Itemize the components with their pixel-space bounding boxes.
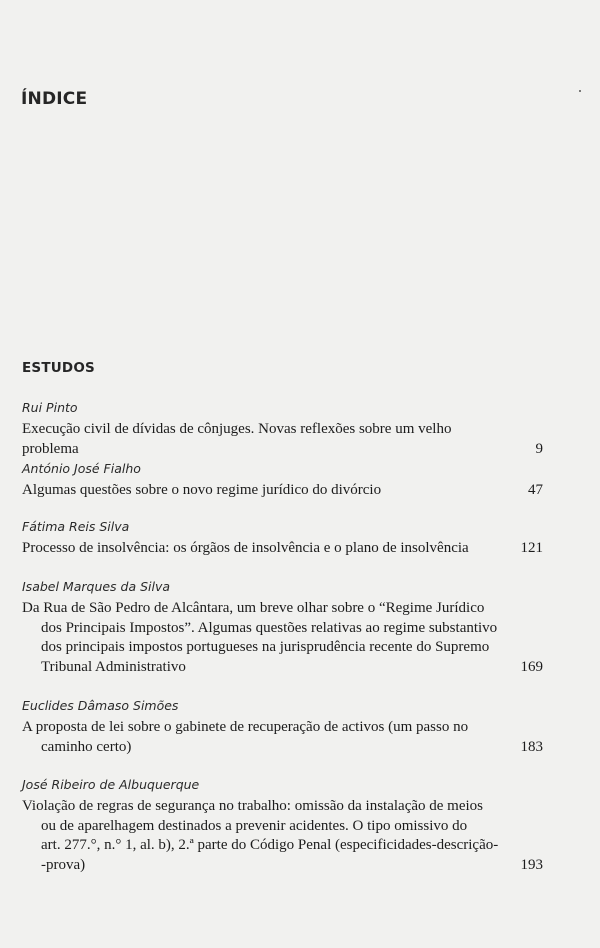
entry-page-number: 47 [528, 482, 543, 498]
toc-entry [22, 776, 548, 875]
entry-page-number: 183 [520, 738, 543, 755]
toc-entry [22, 460, 548, 501]
entry-title-line: dos Principais Impostos”. Algumas questões relativas ao regime substantivo [41, 619, 498, 636]
entry-author: Fátima Reis Silva [22, 519, 130, 534]
entry-title-line: Da Rua de São Pedro de Alcântara, um breve olhar sobre o “Regime Jurídico [22, 600, 485, 616]
entry-author: Euclides Dâmaso Simões [22, 698, 179, 713]
entry-title [22, 420, 548, 459]
entry-title-line: Algumas questões sobre o novo regime jurídico do divórcio [22, 482, 382, 498]
entry-page-number: 193 [520, 856, 543, 873]
entry-title [22, 718, 548, 757]
entry-title-line: Violação de regras de segurança no trabalho: omissão da instalação de meios [22, 798, 484, 814]
entry-title-line: dos principais impostos portugueses na jurisprudência recente do Supremo [41, 639, 490, 655]
entry-title [22, 797, 548, 875]
entry-title-line: A proposta de lei sobre o gabinete de recuperação de activos (um passo no [22, 719, 469, 735]
entry-author: António José Fialho [22, 461, 141, 476]
entry-title-line: Execução civil de dívidas de cônjuges. Novas reflexões sobre um velho problema [22, 421, 452, 457]
entry-author: Rui Pinto [22, 400, 78, 415]
toc-entry [22, 399, 548, 459]
entry-title-line: caminho certo) [41, 738, 132, 755]
entry-page-number: 121 [520, 540, 543, 556]
toc-entry [22, 518, 548, 559]
speck-mark [579, 90, 581, 92]
index-title: ÍNDICE [21, 89, 88, 109]
entry-title-line: Tribunal Administrativo [41, 658, 186, 675]
entry-title [22, 599, 548, 677]
entry-title-line: ou de aparelhagem destinados a prevenir acidentes. O tipo omissivo do [41, 817, 468, 834]
toc-entry [22, 578, 548, 677]
entry-title-line: art. 277.°, n.° 1, al. b), 2.ª parte do Código Penal (especificidades-descrição- [41, 837, 499, 853]
entry-title-line: -prova) [41, 856, 86, 873]
entry-title [22, 539, 548, 559]
entry-author: Isabel Marques da Silva [22, 579, 171, 594]
entry-page-number: 169 [520, 658, 543, 675]
section-title: ESTUDOS [22, 360, 95, 376]
entry-title-line: Processo de insolvência: os órgãos de insolvência e o plano de insolvência [22, 540, 469, 556]
entry-page-number: 9 [535, 440, 543, 457]
toc-entry [22, 697, 548, 757]
entry-author: José Ribeiro de Albuquerque [22, 777, 200, 792]
entry-title [22, 481, 548, 501]
